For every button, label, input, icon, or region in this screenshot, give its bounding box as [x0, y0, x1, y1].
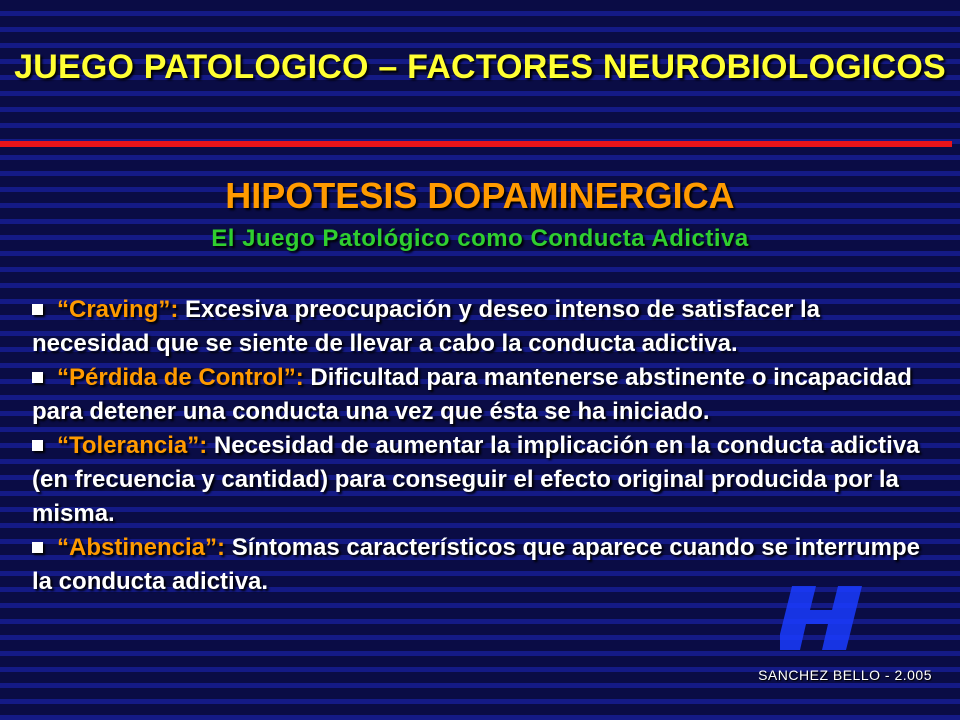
- hospital-h-logo-icon: [780, 578, 870, 658]
- slide-title: JUEGO PATOLOGICO – FACTORES NEUROBIOLOGICOS: [14, 48, 946, 86]
- bullet-text: Dificultad para mantenerse abstinente o incapacidad para detener una conducta una vez que ésta se ha iniciado.: [32, 364, 912, 425]
- bullet-term: “Craving”:: [57, 296, 179, 323]
- square-bullet-icon: [32, 440, 43, 451]
- square-bullet-icon: [32, 542, 43, 553]
- square-bullet-icon: [32, 372, 43, 383]
- bullet-term: “Tolerancia”:: [57, 432, 208, 459]
- section-heading: HIPOTESIS DOPAMINERGICA: [225, 175, 735, 216]
- bullet-term: “Abstinencia”:: [57, 534, 226, 561]
- section-subheading: El Juego Patológico como Conducta Adictiva: [211, 225, 749, 252]
- square-bullet-icon: [32, 304, 43, 315]
- bullet-item-tolerancia: [32, 429, 932, 531]
- author-footer: SANCHEZ BELLO - 2.005: [758, 667, 932, 683]
- bullet-term: “Pérdida de Control”:: [57, 364, 304, 391]
- red-divider: [0, 141, 952, 147]
- bullet-text: Necesidad de aumentar la implicación en la conducta adictiva (en frecuencia y cantidad) para conseguir el efecto original producida por la misma.: [32, 432, 920, 527]
- bullet-list: [32, 293, 932, 599]
- bullet-text: Excesiva preocupación y deseo intenso de satisfacer la necesidad que se siente de llevar a cabo la conducta adictiva.: [32, 296, 820, 357]
- bullet-text: Síntomas característicos que aparece cuando se interrumpe la conducta adictiva.: [32, 534, 920, 595]
- bullet-item-craving: [32, 293, 932, 361]
- bullet-item-perdida-control: [32, 361, 932, 429]
